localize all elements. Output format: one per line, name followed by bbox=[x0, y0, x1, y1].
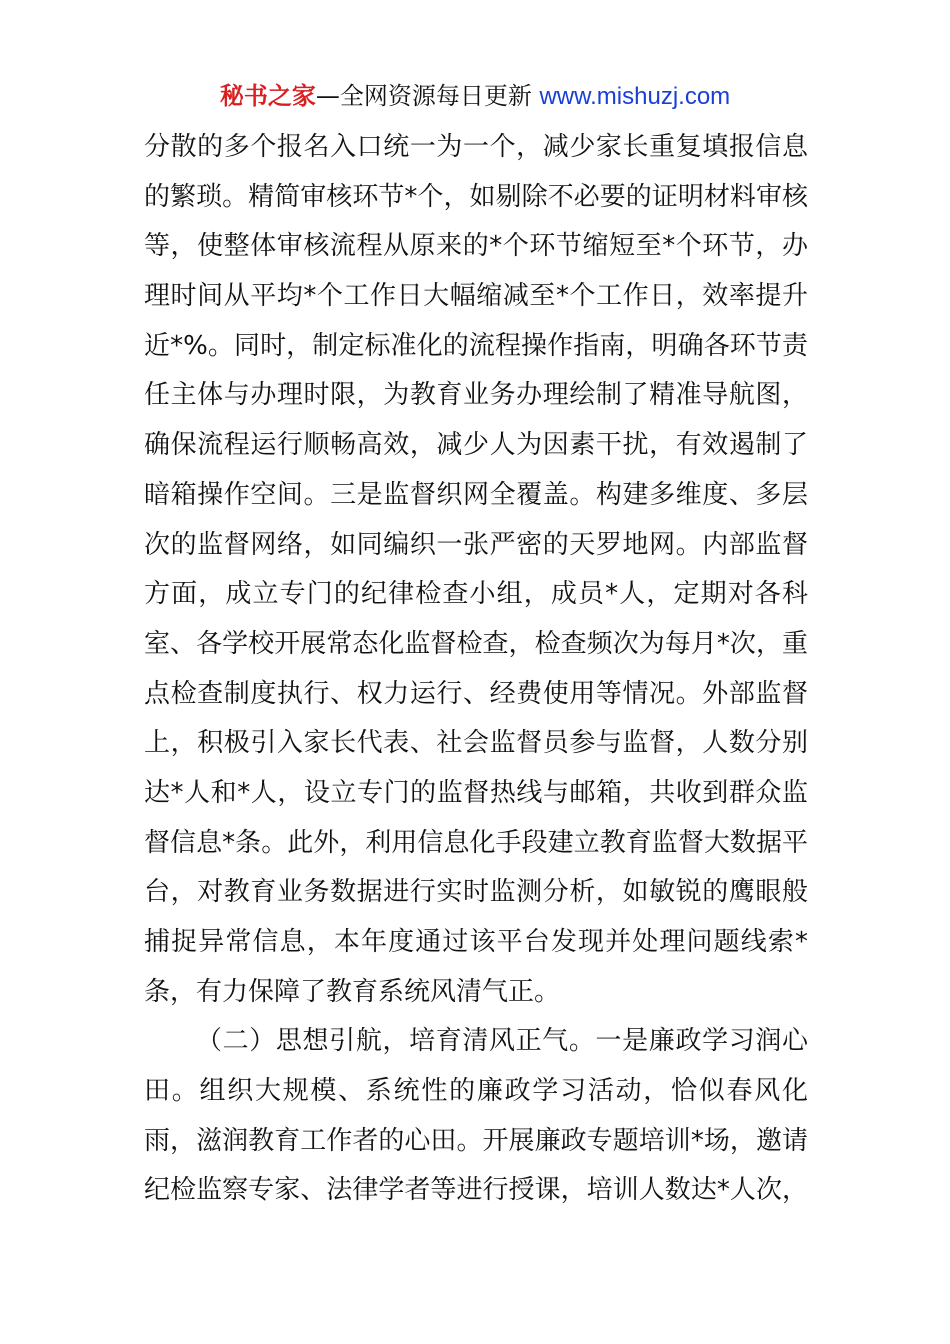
site-url-link[interactable]: www.mishuzj.com bbox=[539, 83, 731, 110]
text-line: 督信息*条。此外，利用信息化手段建立教育监督大数据平 bbox=[144, 827, 808, 858]
text-line: 台，对教育业务数据进行实时监测分析，如敏锐的鹰眼般 bbox=[144, 877, 808, 908]
text-line: 等，使整体审核流程从原来的*个环节缩短至*个环节，办 bbox=[144, 231, 808, 262]
text-line: 纪检监察专家、法律学者等进行授课，培训人数达*人次， bbox=[144, 1175, 808, 1206]
text-line: 方面，成立专门的纪律检查小组，成员*人，定期对各科 bbox=[144, 579, 808, 610]
document-body bbox=[144, 123, 808, 1216]
text-line: 达*人和*人，设立专门的监督热线与邮箱，共收到群众监 bbox=[144, 777, 808, 808]
text-line: 近*%。同时，制定标准化的流程操作指南，明确各环节责 bbox=[144, 330, 808, 361]
site-tagline: —全网资源每日更新 bbox=[315, 82, 540, 110]
text-line-paragraph-end: 条，有力保障了教育系统风清气正。 bbox=[144, 976, 561, 1007]
text-line: 任主体与办理时限，为教育业务办理绘制了精准导航图， bbox=[144, 380, 808, 411]
text-line: 次的监督网络，如同编织一张严密的天罗地网。内部监督 bbox=[144, 529, 808, 560]
text-line: 点检查制度执行、权力运行、经费使用等情况。外部监督 bbox=[144, 678, 808, 709]
text-line: 暗箱操作空间。三是监督织网全覆盖。构建多维度、多层 bbox=[144, 479, 808, 510]
text-line-paragraph-start: （二）思想引航，培育清风正气。一是廉政学习润心 bbox=[196, 1026, 808, 1057]
text-line: 确保流程运行顺畅高效，减少人为因素干扰，有效遏制了 bbox=[144, 430, 808, 461]
text-line: 理时间从平均*个工作日大幅缩减至*个工作日，效率提升 bbox=[144, 281, 808, 312]
text-line: 上，积极引入家长代表、社会监督员参与监督，人数分别 bbox=[144, 728, 808, 759]
text-line: 室、各学校开展常态化监督检查，检查频次为每月*次，重 bbox=[144, 628, 808, 659]
text-line: 雨，滋润教育工作者的心田。开展廉政专题培训*场，邀请 bbox=[144, 1125, 808, 1156]
text-line: 捕捉异常信息，本年度通过该平台发现并处理问题线索* bbox=[144, 927, 808, 957]
text-line: 田。组织大规模、系统性的廉政学习活动，恰似春风化 bbox=[144, 1076, 808, 1107]
text-line: 的繁琐。精简审核环节*个，如剔除不必要的证明材料审核 bbox=[144, 181, 808, 212]
site-brand: 秘书之家 bbox=[219, 82, 316, 110]
text-line: 分散的多个报名入口统一为一个，减少家长重复填报信息 bbox=[144, 132, 808, 162]
site-header bbox=[0, 80, 950, 113]
